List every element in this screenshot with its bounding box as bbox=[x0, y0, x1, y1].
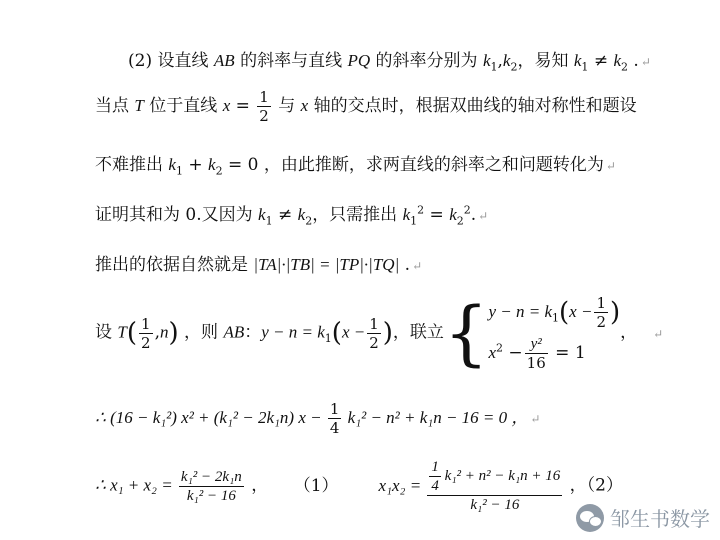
line-8: ∴ x₁ + x₂ = $\frac{\text{k₁² − 2k₁n}}{\text{k₁² − 16}}$ ， （1） x₁x₂ = $\frac{1}{4}$ k₁² + n² − k₁n + 16 k₁² − 16 ，（2） bbox=[95, 459, 624, 513]
fraction-one-quarter: $\frac{1}{4}$ bbox=[329, 400, 340, 437]
paragraph-mark: ↵ bbox=[412, 259, 423, 273]
paragraph-mark: ↵ bbox=[605, 159, 616, 173]
watermark-text: 邹生书数学 bbox=[610, 507, 710, 531]
paragraph-mark: ↵ bbox=[478, 209, 489, 223]
line-5: 推出的依据自然就是 |TA|·|TB| = |TP|·|TQ| . ↵ bbox=[95, 255, 423, 275]
fraction-one-half: $\frac{1}{2}$ bbox=[141, 314, 151, 352]
line-7: ∴ (16 − k₁²) x² + (k₁² − 2k₁n) x − $\frac{1}{4}$ k₁² − n² + k₁n − 16 = 0 ， ↵ bbox=[95, 400, 541, 437]
product-fraction: $\frac{1}{4}$ k₁² + n² − k₁n + 16 k₁² − 16 bbox=[427, 458, 562, 514]
paragraph-mark: ↵ bbox=[530, 412, 541, 426]
watermark bbox=[576, 503, 710, 532]
line-3: 不难推出 $k_1 + k_2 = 0$ ，由此推断，求两直线的斜率之和问题转化为 ↵ bbox=[95, 155, 616, 178]
line-6: 设 T( $\frac{1}{2}$ ,n) ，则 AB：$y - n = k_1(x$ − $\frac{1}{2}$ )，联立{ $y - n = k_1(x$ − $\frac{1}{2}$ ) $x^2$ − $\frac{\text{y²}}{16}$ = 1 ， ↵ bbox=[95, 292, 664, 374]
fraction-one-half: $\frac{1}{2}$ bbox=[259, 88, 269, 125]
paragraph-mark: ↵ bbox=[653, 326, 664, 341]
wechat-icon bbox=[576, 504, 604, 532]
sum-fraction: $\frac{\text{k₁² − 2k₁n}}{\text{k₁² − 16}}$ bbox=[180, 468, 242, 504]
equation-system: $y - n = k_1(x$ − $\frac{1}{2}$ ) $x^2$ − $\frac{\text{y²}}{16}$ = 1 bbox=[488, 294, 621, 372]
fraction-one-half: $\frac{1}{2}$ bbox=[369, 314, 379, 352]
paragraph-mark: ↵ bbox=[640, 55, 651, 69]
line-2: 当点 T 位于直线 x = $\frac{1}{2}$ 与 x 轴的交点时，根据双曲线的轴对称性和题设 bbox=[95, 88, 637, 125]
system-brace: { bbox=[443, 292, 489, 374]
line-4: 证明其和为 0.又因为 $k_1 \ne k_2$，只需推出 $k_1^2 = k_2^2$. ↵ bbox=[95, 203, 489, 228]
line-1: (2) 设直线 AB 的斜率与直线 PQ 的斜率分别为 $k_1,k_2$，易知 $k_1 \ne k_2$ . ↵ bbox=[128, 51, 651, 74]
